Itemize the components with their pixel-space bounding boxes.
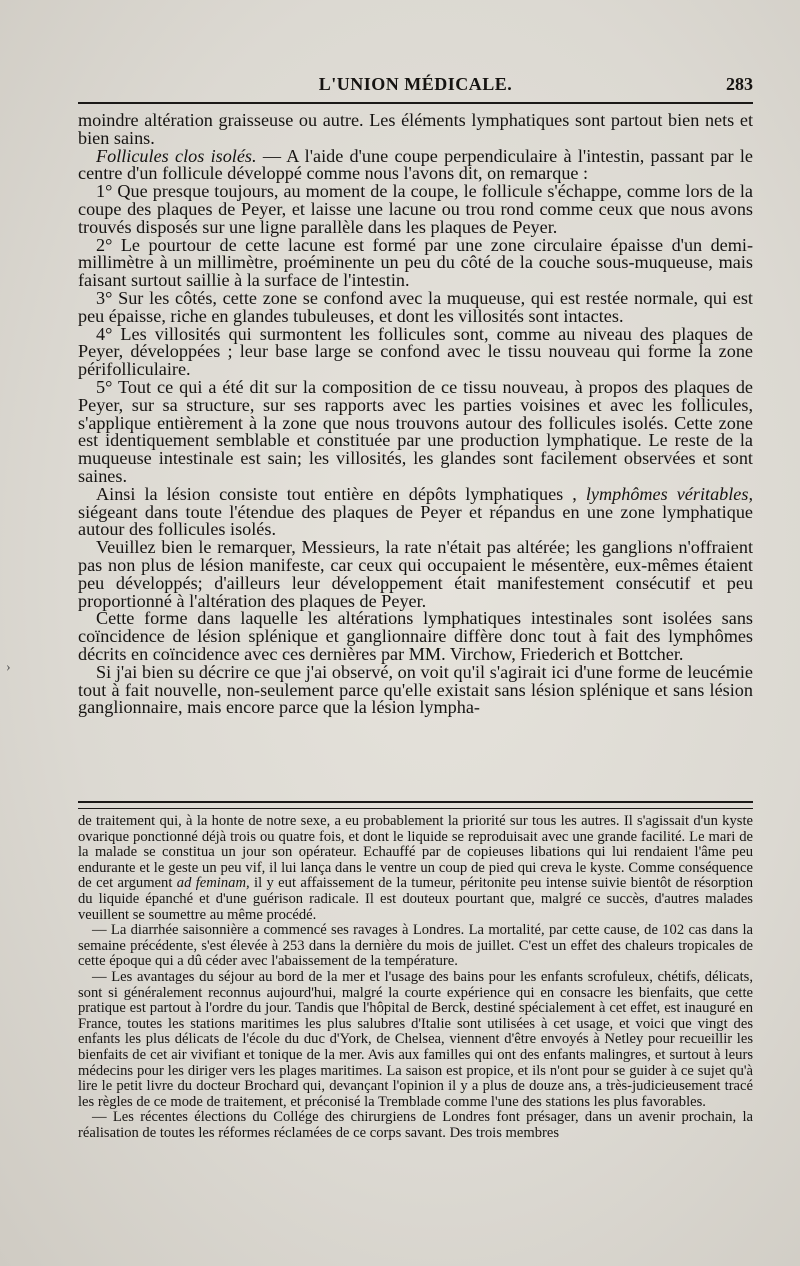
running-header bbox=[78, 74, 753, 98]
header-rule bbox=[78, 102, 753, 104]
paragraph-point-3: 3° Sur les côtés, cette zone se confond avec la muqueuse, qui est restée normale, qui est peu épaisse, riche en glandes tubuleuses, et dont les villosités sont intactes. bbox=[78, 287, 753, 326]
paragraph-rate: Veuillez bien le remarquer, Messieurs, la rate n'était pas altérée; les ganglions n'offraient pas non plus de lésion manifeste, car ceux qui occupaient le mésentère, eux-mêmes étaient peu développés; d'ailleurs leur développement était manifestement consécutif et peu proportionné à l'altération des plaques de Peyer. bbox=[78, 537, 753, 611]
feuilleton-notes bbox=[78, 814, 753, 1141]
note-3: — Les avantages du séjour au bord de la mer et l'usage des bains pour les enfants scrofuleux, chétifs, délicats, sont si généralement reconnus aujourd'hui, malgré la courte expérience qui en consacre les bienfaits, que cette pratique est partout à l'ordre du jour. Tandis que l'hôpital de Berck, destiné spécialement à cet effet, est inauguré en France, toutes les stations maritimes les plus salubres d'Italie sont utilisées à cet usage, et voici que vingt des enfants les plus délicats de l'école du duc d'York, de Chelsea, viennent d'être envoyés à Netley pour recueillir les bienfaits de cet air vivifiant et tonique de la mer. Avis aux familles qui ont des enfants malingres, et surtout à leurs médecins pour les diriger vers les plages maritimes. La saison est propice, et ils n'ont pour se guider à ce sujet qu'à lire le petit livre du docteur Brochard qui, devançant l'opinion il y a plus de douze ans, a très-judicieusement tracé les règles de ce mode de traitement, et préconisé la Tremblade comme l'une des stations les plus favorables. bbox=[78, 968, 753, 1110]
paragraph-8-b: siégeant dans toute l'étendue des plaques de Peyer et répandus en une zone lymphatique autour des follicules isolés. bbox=[78, 501, 753, 540]
feuilleton-divider bbox=[78, 801, 753, 809]
paragraph-point-2: 2° Le pourtour de cette lacune est formé par une zone circulaire épaisse d'un demi-millimètre à un millimètre, proéminente un peu du côté de la couche sous-muqueuse, mais faisant surtout saillie à la surface de l'intestin. bbox=[78, 234, 753, 291]
margin-mark: › bbox=[6, 660, 11, 675]
note-4: — Les récentes élections du Collége des chirurgiens de Londres font présager, dans un avenir prochain, la réalisation de toutes les réformes réclamées de ce corps savant. Des trois membres bbox=[78, 1109, 753, 1141]
paragraph-point-5: 5° Tout ce qui a été dit sur la composition de ce tissu nouveau, à propos des plaques de Peyer, sur sa structure, sur ses rapports avec les parties voisines et avec les follicules, s'applique entièrement à la zone que nous trouvons autour des follicules isolés. Cette zone est identiquement semblable et constituée par une production lymphatique. Le reste de la muqueuse intestinale est sain; les villosités, les glandes sont facilement observées et sont saines. bbox=[78, 376, 753, 486]
page-number: 283 bbox=[726, 74, 753, 94]
paragraph-forme: Cette forme dans laquelle les altérations lymphatiques intestinales sont isolées sans coïncidence de lésion splénique et ganglionnaire diffère donc tout à fait des lymphômes décrits en coïncidence avec ces dernières par MM. Virchow, Friederich et Bottcher. bbox=[78, 608, 753, 664]
note-1-italic: ad feminam, bbox=[176, 875, 250, 892]
paragraph-leucemie: Si j'ai bien su décrire ce que j'ai observé, on voit qu'il s'agirait ici d'une forme de leucémie tout à fait nouvelle, non-seulement parce qu'elle existait sans lésion splénique et sans lésion ganglionnaire, mais encore parce que la lésion lympha- bbox=[78, 661, 753, 718]
paragraph-point-4: 4° Les villosités qui surmontent les follicules sont, comme au niveau des plaques de Peyer, développées ; leur base large se confond avec le tissu nouveau qui forme la zone périfolliculaire. bbox=[78, 323, 753, 380]
note-2: — La diarrhée saisonnière a commencé ses ravages à Londres. La mortalité, par cette cause, de 102 cas dans la semaine précédente, s'est élevée à 253 dans la dernière du mois de juillet. C'est un effet des chaleurs tropicales de cette époque qui a dû céder avec l'abaissement de la température. bbox=[78, 922, 753, 970]
paragraph-8-a: Ainsi la lésion consiste tout entière en dépôts lymphatiques , bbox=[96, 483, 586, 504]
journal-title: L'UNION MÉDICALE. bbox=[318, 74, 513, 94]
paragraph-8-italic: lymphômes véritables, bbox=[585, 483, 754, 504]
paragraph-follicules bbox=[78, 145, 753, 184]
paragraph-lesion bbox=[78, 483, 754, 540]
paragraph-1: moindre altération graisseuse ou autre. Les éléments lymphatiques sont partout bien nets et bien sains. bbox=[78, 110, 753, 148]
note-1-b: il y eut affaissement de la tumeur, péritonite peu intense suivie bientôt de résorption du liquide épanché et d'une guérison radicale. Il est douteux pourtant que, malgré ce succès, d'autres malades veuillent se soumettre au même procédé. bbox=[78, 875, 754, 923]
section-heading: Follicules clos isolés. bbox=[96, 145, 257, 166]
main-article bbox=[78, 112, 753, 717]
paragraph-point-1: 1° Que presque toujours, au moment de la coupe, le follicule s'échappe, comme lors de la coupe des plaques de Peyer, et laisse une lacune ou trou rond comme ceux que nous avons trouvés disposés sur une ligne parallèle dans les plaques de Peyer. bbox=[78, 181, 753, 237]
paragraph-2-text: — A l'aide d'une coupe perpendiculaire à l'intestin, passant par le centre d'un follicule développé comme nous l'avons dit, on remarque : bbox=[78, 145, 753, 184]
note-1-a: de traitement qui, à la honte de notre sexe, a eu probablement la priorité sur tous les autres. Il s'agissait d'un kyste ovarique ponctionné déjà trois ou quatre fois, et dont le liquide se reproduisait avec une grande facilité. Le mari de la malade se constitua un jour son opérateur. Echauffé par de copieuses libations qui lui rendaient l'âme peu endurante et le geste un peu vif, il lui lança dans le ventre un coup de pied qui creva le kyste. Comme conséquence de cet argument bbox=[78, 813, 753, 892]
note-1 bbox=[78, 814, 753, 923]
